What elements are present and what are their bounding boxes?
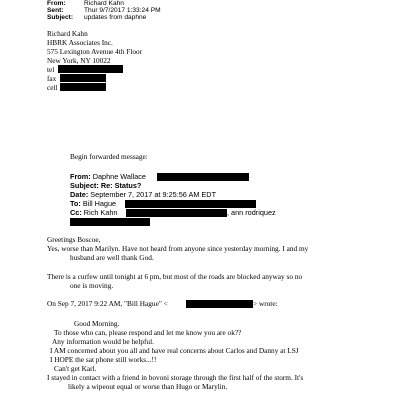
fwd-subject-label: Subject: — [70, 181, 99, 190]
subject-value: updates from daphne — [84, 14, 147, 21]
redaction-fwd-cc-line2 — [70, 218, 150, 226]
redaction-fwd-to — [125, 200, 256, 208]
from-value: Richard Kahn — [84, 0, 124, 7]
fwd-date-value: September 7, 2017 at 9:25:56 AM EDT — [90, 190, 217, 199]
fwd-from-label: From: — [70, 172, 91, 181]
fwd-from-value: Daphne Wallace — [92, 172, 146, 181]
fwd-cc-extra: , ann rodriquez — [227, 208, 276, 217]
quoted-line8: likely a wipeout equal or worse than Hugo or Marylin. — [68, 382, 228, 391]
fax-label: fax — [47, 74, 57, 83]
quoted-line5: I HOPE the sat phone still works...!! — [50, 355, 157, 364]
redaction-fax — [60, 74, 106, 82]
email-header-sent — [47, 7, 161, 14]
sent-label: Sent: — [47, 7, 64, 14]
redaction-fwd-from — [157, 173, 249, 181]
fwd-to-label: To: — [70, 199, 81, 208]
signature-cell — [47, 84, 58, 93]
quoted-line6: Can't get Karl. — [54, 364, 97, 373]
body-line2: husband are well thank God. — [70, 253, 154, 262]
quote-intro-a: On Sep 7, 2017 9:22 AM, "Bill Hague" < — [47, 299, 168, 308]
fwd-to-value: Bill Hague — [82, 199, 117, 208]
subject-label: Subject: — [47, 14, 74, 21]
forwarded-subject — [70, 181, 141, 190]
forwarded-intro: Begin forwarded message: — [70, 152, 148, 161]
quote-intro-b: > wrote: — [253, 299, 278, 308]
email-header-subject — [47, 14, 146, 21]
quoted-line4: I AM concerned about you all and have real concerns about Carlos and Danny at LSJ — [50, 346, 299, 355]
quoted-line1: Good Morning. — [74, 319, 120, 328]
forwarded-to — [70, 199, 116, 208]
redaction-cell — [60, 83, 106, 91]
email-header-from — [47, 0, 124, 7]
body-greeting: Greetings Boscoe, — [47, 235, 101, 244]
fwd-cc-label: Cc: — [70, 208, 82, 217]
quoted-line3: Any information would be helpful. — [52, 337, 154, 346]
sent-value: Thur 9/7/2017 1:33:24 PM — [84, 7, 161, 14]
signature-company: HBRK Associates Inc. — [47, 38, 113, 47]
redaction-fwd-cc — [126, 209, 227, 217]
tel-label: tel — [47, 65, 55, 74]
fwd-cc-value: Rich Kahn — [83, 208, 118, 217]
cell-label: cell — [47, 83, 58, 92]
from-label: From: — [47, 0, 66, 7]
fwd-subject-value: Re: Status? — [100, 181, 142, 190]
redaction-tel — [58, 65, 123, 73]
redaction-quote-email — [186, 300, 253, 308]
forwarded-cc — [70, 208, 117, 217]
signature-address2: New York, NY 10022 — [47, 56, 111, 65]
signature-name: Richard Kahn — [47, 29, 88, 38]
signature-address1: 575 Lexington Avenue 4th Floor — [47, 47, 143, 56]
quoted-line2: To those who can, please respond and let me know you are ok?? — [54, 328, 242, 337]
quoted-line7: I stayed in contact with a friend in bovoni storage through the first half of the storm. It's — [47, 373, 304, 382]
forwarded-from — [70, 172, 146, 181]
body-line3: There is a curfew until tonight at 6 pm, but most of the roads are blocked anyway so no — [47, 272, 303, 281]
fwd-date-label: Date: — [70, 190, 89, 199]
body-line4: one is moving. — [70, 281, 114, 290]
body-line1: Yes, worse than Marilyn. Have not heard from anyone since yesterday morning. I and my — [47, 244, 309, 253]
quote-intro — [47, 300, 168, 309]
forwarded-date — [70, 190, 216, 199]
